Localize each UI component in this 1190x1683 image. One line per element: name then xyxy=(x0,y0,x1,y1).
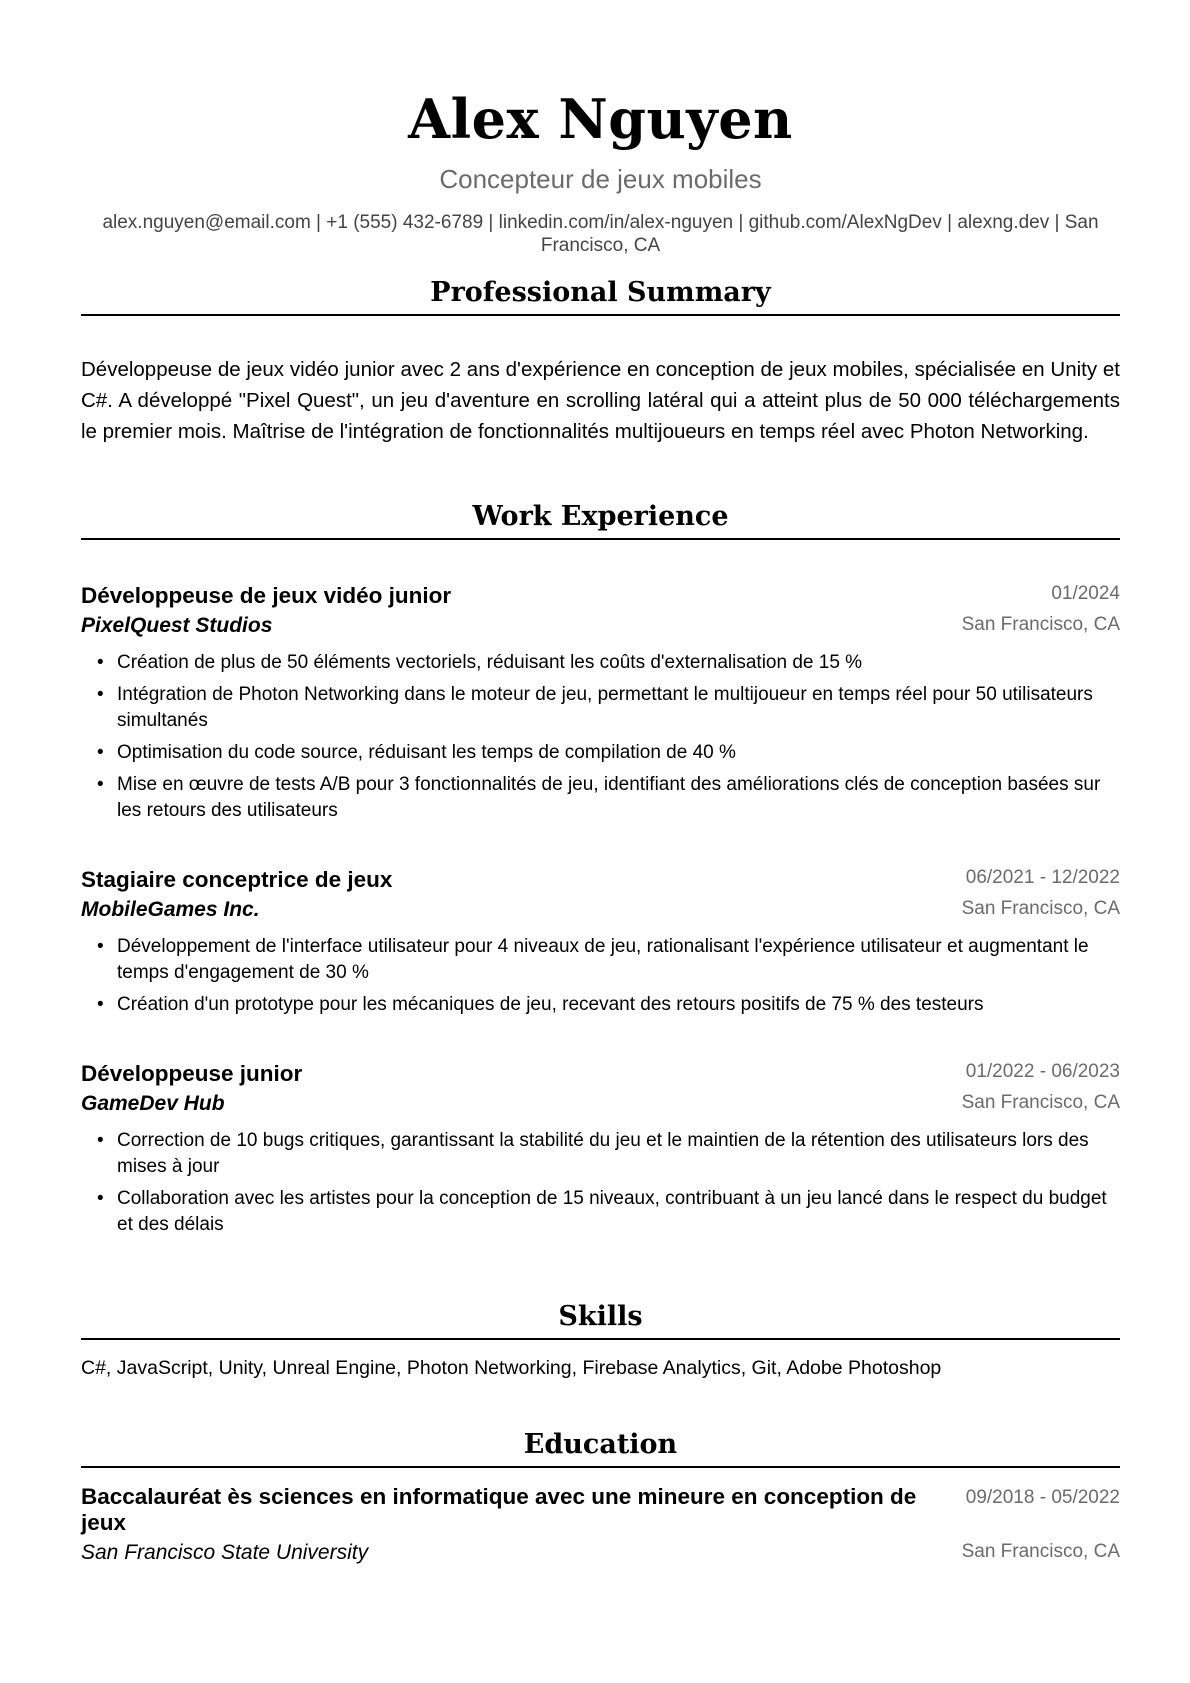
education-heading: Education xyxy=(523,1429,678,1460)
skills-heading: Skills xyxy=(558,1301,643,1332)
job-company: GameDev Hub xyxy=(81,1092,225,1115)
job-date: 01/2024 xyxy=(1051,583,1120,604)
bullet-dot: • xyxy=(97,652,104,673)
education-date: 09/2018 - 05/2022 xyxy=(965,1487,1120,1508)
job-date: 01/2022 - 06/2023 xyxy=(965,1061,1120,1082)
bullet-item xyxy=(81,1186,1120,1238)
bullet-text: Optimisation du code source, réduisant les temps de compilation de 40 % xyxy=(117,742,736,763)
skills-divider xyxy=(81,1338,1120,1340)
candidate-name: Alex Nguyen xyxy=(408,87,793,151)
bullet-dot: • xyxy=(97,684,104,705)
bullet-item xyxy=(81,682,1120,734)
degree-title: Baccalauréat ès sciences en informatique avec une mineure en conception de jeux xyxy=(81,1484,917,1535)
bullet-item xyxy=(81,934,1120,986)
candidate-title: Concepteur de jeux mobiles xyxy=(439,164,762,194)
job-title: Développeuse de jeux vidéo junior xyxy=(81,583,452,608)
bullet-item xyxy=(81,650,1120,676)
job-location: San Francisco, CA xyxy=(961,1092,1120,1113)
bullet-text: Intégration de Photon Networking dans le moteur de jeu, permettant le multijoueur en temps réel pour 50 utilisateurs simultanés xyxy=(117,684,1093,731)
school-name: San Francisco State University xyxy=(81,1541,369,1564)
experience-divider xyxy=(81,538,1120,540)
bullet-dot: • xyxy=(97,936,104,957)
bullet-dot: • xyxy=(97,994,104,1015)
job-entry xyxy=(81,1058,1120,1244)
summary-text: Développeuse de jeux vidéo junior avec 2 ans d'expérience en conception de jeux mobiles, spécialisée en Unity et C#. A développé "Pixel Quest", un jeu d'aventure en scrolling latéral qui a atteint plus de 50 000 téléchargements le premier mois. Maîtrise de l'intégration de fonctionnalités multijoueurs en temps réel avec Photon Networking. xyxy=(81,358,1120,443)
bullet-dot: • xyxy=(97,1188,104,1209)
bullet-dot: • xyxy=(97,1130,104,1151)
bullet-item xyxy=(81,992,1120,1018)
summary-heading: Professional Summary xyxy=(430,277,771,308)
skills-list: C#, JavaScript, Unity, Unreal Engine, Photon Networking, Firebase Analytics, Git, Adobe Photoshop xyxy=(81,1357,942,1379)
job-bullets xyxy=(81,934,1120,1018)
bullet-dot: • xyxy=(97,742,104,763)
bullet-item xyxy=(81,740,1120,766)
experience-heading: Work Experience xyxy=(472,501,729,532)
contact-line: alex.nguyen@email.com | +1 (555) 432-6789 | linkedin.com/in/alex-nguyen | github.com/AlexNgDev | alexng.dev | San Francisco, CA xyxy=(102,212,1099,256)
job-title: Stagiaire conceptrice de jeux xyxy=(81,867,393,892)
job-title: Développeuse junior xyxy=(81,1061,303,1086)
job-company: MobileGames Inc. xyxy=(81,898,260,921)
job-location: San Francisco, CA xyxy=(961,898,1120,919)
bullet-text: Correction de 10 bugs critiques, garantissant la stabilité du jeu et le maintien de la rétention des utilisateurs lors des mises à jour xyxy=(117,1130,1089,1177)
bullet-item xyxy=(81,1128,1120,1180)
job-date: 06/2021 - 12/2022 xyxy=(965,867,1120,888)
education-divider xyxy=(81,1466,1120,1468)
job-location: San Francisco, CA xyxy=(961,614,1120,635)
job-entry xyxy=(81,864,1120,1024)
bullet-text: Mise en œuvre de tests A/B pour 3 fonctionnalités de jeu, identifiant des améliorations clés de conception basées sur les retours des utilisateurs xyxy=(117,774,1101,821)
bullet-text: Développement de l'interface utilisateur pour 4 niveaux de jeu, rationalisant l'expérience utilisateur et augmentant le temps d'engagement de 30 % xyxy=(117,936,1089,983)
job-company: PixelQuest Studios xyxy=(81,614,273,637)
summary-divider xyxy=(81,314,1120,316)
bullet-item xyxy=(81,772,1120,824)
education-entry xyxy=(81,1484,1120,1569)
job-bullets xyxy=(81,650,1120,824)
bullet-text: Création de plus de 50 éléments vectoriels, réduisant les coûts d'externalisation de 15 % xyxy=(117,652,863,673)
bullet-text: Création d'un prototype pour les mécaniques de jeu, recevant des retours positifs de 75 % des testeurs xyxy=(117,994,984,1015)
bullet-text: Collaboration avec les artistes pour la conception de 15 niveaux, contribuant à un jeu lancé dans le respect du budget et des délais xyxy=(117,1188,1107,1235)
education-location: San Francisco, CA xyxy=(961,1541,1120,1562)
job-entry xyxy=(81,580,1120,830)
bullet-dot: • xyxy=(97,774,104,795)
job-bullets xyxy=(81,1128,1120,1238)
